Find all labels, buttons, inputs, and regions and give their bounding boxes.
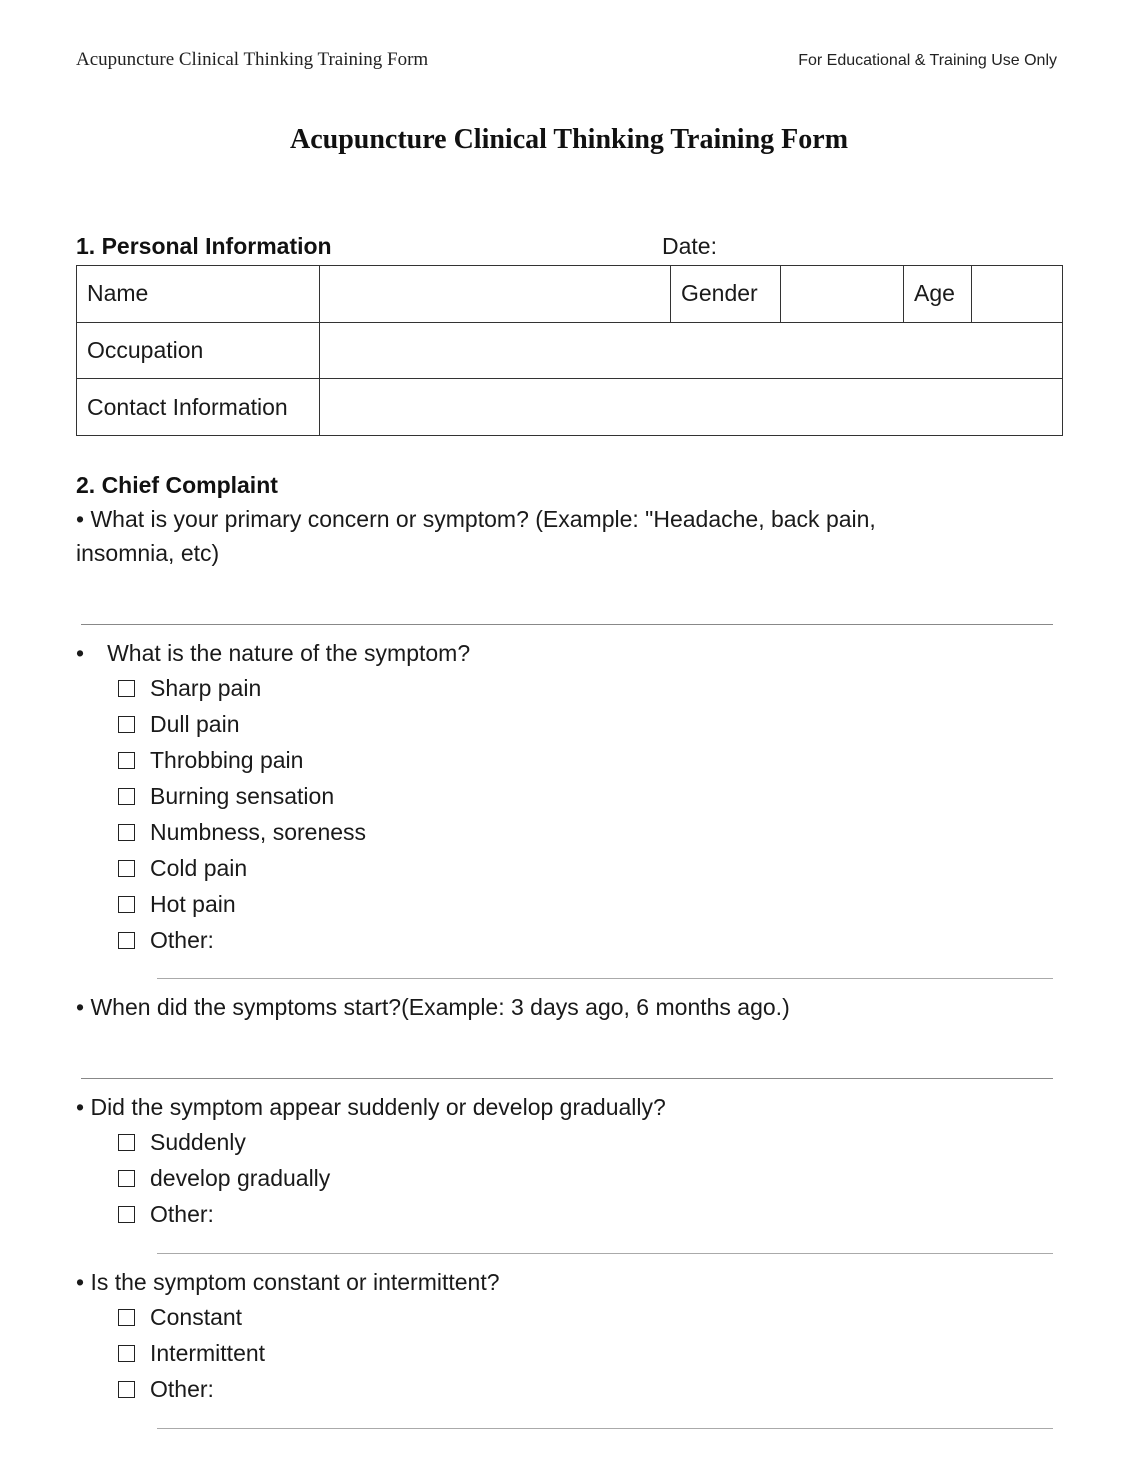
bullet: • <box>76 1094 85 1120</box>
bullet: • <box>76 1269 85 1295</box>
option-sharp-pain[interactable] <box>118 675 261 701</box>
option-label: Cold pain <box>150 854 248 881</box>
checkbox[interactable] <box>118 1309 135 1326</box>
option-constant[interactable] <box>118 1304 242 1330</box>
checkbox[interactable] <box>118 1134 135 1151</box>
option-intermittent[interactable] <box>118 1340 265 1366</box>
answer-line-onset-other[interactable] <box>157 1253 1053 1254</box>
name-label: Name <box>77 266 320 323</box>
question-symptom-nature <box>76 636 976 670</box>
checkbox[interactable] <box>118 896 135 913</box>
option-label: Other: <box>150 926 214 953</box>
gender-field[interactable] <box>781 266 904 323</box>
option-label: Hot pain <box>150 890 236 917</box>
question-symptom-onset <box>76 990 976 1024</box>
option-cold-pain[interactable] <box>118 855 247 881</box>
age-field[interactable] <box>972 266 1063 323</box>
option-label: Dull pain <box>150 710 240 737</box>
option-other[interactable] <box>118 927 214 953</box>
checkbox[interactable] <box>118 752 135 769</box>
name-field[interactable] <box>320 266 671 323</box>
option-other[interactable] <box>118 1201 214 1227</box>
option-label: Burning sensation <box>150 782 335 809</box>
question-text: What is your primary concern or symptom? (Example: "Headache, back pain, insomnia, etc) <box>76 506 876 566</box>
bullet: • <box>76 994 85 1020</box>
table-row <box>77 266 1063 323</box>
answer-line-primary-concern[interactable] <box>81 624 1053 625</box>
personal-info-table <box>76 265 1063 436</box>
question-text: When did the symptoms start?(Example: 3 days ago, 6 months ago.) <box>90 994 790 1020</box>
option-label: develop gradually <box>150 1164 331 1191</box>
option-label: Sharp pain <box>150 674 262 701</box>
checkbox[interactable] <box>118 788 135 805</box>
option-burning-sensation[interactable] <box>118 783 334 809</box>
checkbox[interactable] <box>118 932 135 949</box>
question-text: Is the symptom constant or intermittent? <box>90 1269 500 1295</box>
checkbox[interactable] <box>118 1345 135 1362</box>
checkbox[interactable] <box>118 1206 135 1223</box>
option-throbbing-pain[interactable] <box>118 747 303 773</box>
checkbox[interactable] <box>118 680 135 697</box>
option-label: Constant <box>150 1303 243 1330</box>
checkbox[interactable] <box>118 1381 135 1398</box>
age-label: Age <box>904 266 972 323</box>
bullet: • <box>76 640 85 666</box>
bullet: • <box>76 506 85 532</box>
option-develop-gradually[interactable] <box>118 1165 330 1191</box>
question-onset-type <box>76 1090 976 1124</box>
option-label: Throbbing pain <box>150 746 304 773</box>
contact-field[interactable] <box>320 379 1063 436</box>
answer-line-pattern-other[interactable] <box>157 1428 1053 1429</box>
option-label: Numbness, soreness <box>150 818 367 845</box>
option-label: Other: <box>150 1375 214 1402</box>
option-suddenly[interactable] <box>118 1129 246 1155</box>
checkbox[interactable] <box>118 1170 135 1187</box>
answer-line-symptom-onset[interactable] <box>81 1078 1053 1079</box>
running-header-note: For Educational & Training Use Only <box>798 52 1057 69</box>
question-symptom-pattern <box>76 1265 976 1299</box>
contact-label: Contact Information <box>77 379 320 436</box>
option-dull-pain[interactable] <box>118 711 240 737</box>
option-label: Other: <box>150 1200 214 1227</box>
question-text: Did the symptom appear suddenly or develop gradually? <box>90 1094 666 1120</box>
answer-line-nature-other[interactable] <box>157 978 1053 979</box>
option-other[interactable] <box>118 1376 214 1402</box>
section-personal-information-heading: 1. Personal Information <box>76 233 332 259</box>
occupation-label: Occupation <box>77 322 320 379</box>
question-text: What is the nature of the symptom? <box>107 640 471 666</box>
section-chief-complaint-heading: 2. Chief Complaint <box>76 472 278 498</box>
page-title: Acupuncture Clinical Thinking Training Form <box>289 124 849 155</box>
question-primary-concern <box>76 502 976 570</box>
date-label: Date: <box>662 233 717 259</box>
option-label: Intermittent <box>150 1339 266 1366</box>
checkbox[interactable] <box>118 860 135 877</box>
option-label: Suddenly <box>150 1128 246 1155</box>
checkbox[interactable] <box>118 716 135 733</box>
gender-label: Gender <box>671 266 781 323</box>
option-numbness-soreness[interactable] <box>118 819 366 845</box>
table-row <box>77 379 1063 436</box>
running-header-title: Acupuncture Clinical Thinking Training Form <box>76 49 429 70</box>
table-row <box>77 322 1063 379</box>
occupation-field[interactable] <box>320 322 1063 379</box>
checkbox[interactable] <box>118 824 135 841</box>
option-hot-pain[interactable] <box>118 891 236 917</box>
